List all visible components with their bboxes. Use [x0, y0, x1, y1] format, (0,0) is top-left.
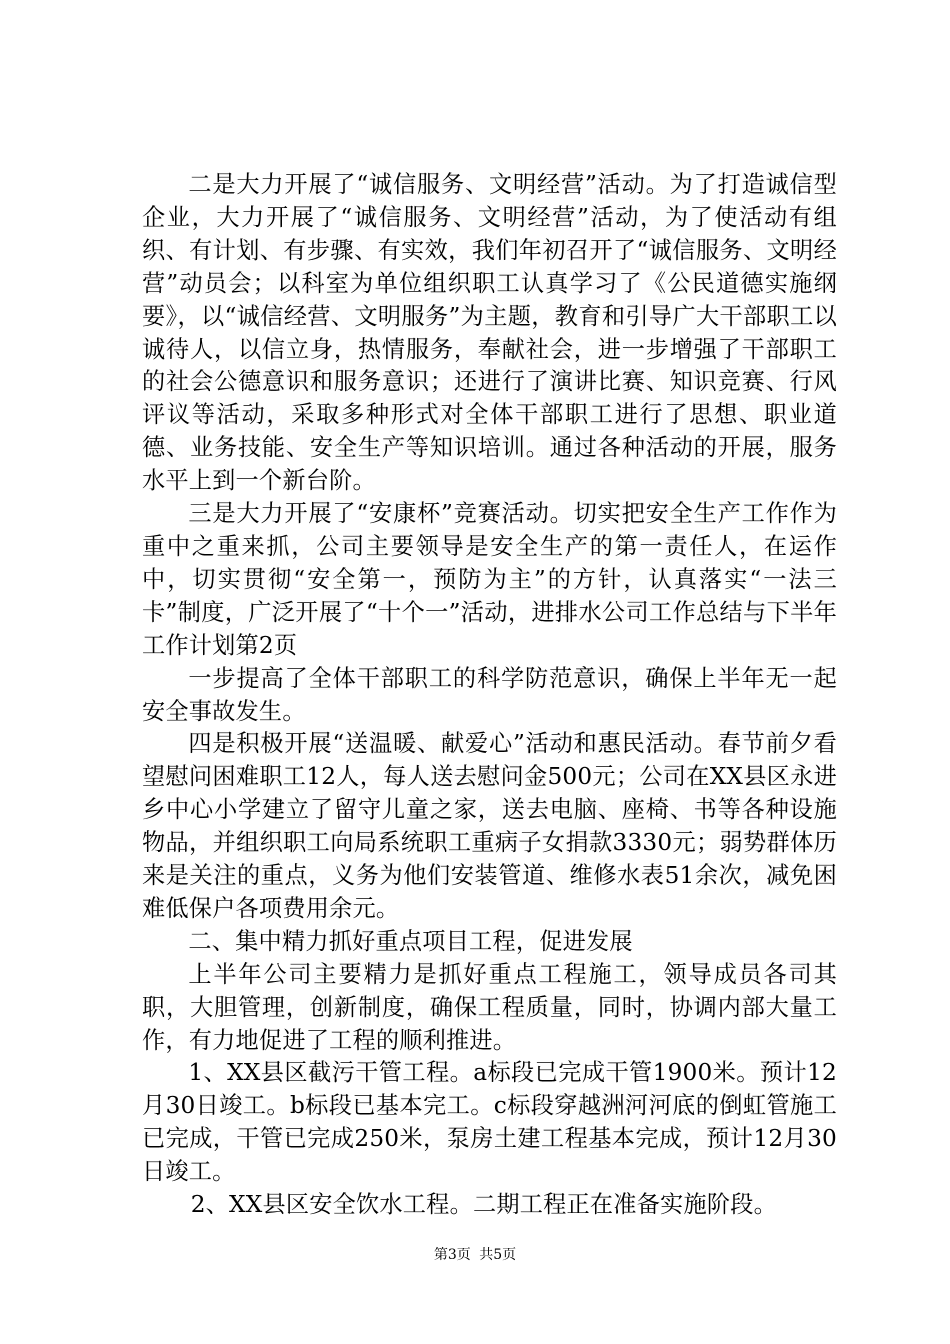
page-number: 第3页: [433, 1247, 471, 1263]
page-total: 共5页: [479, 1247, 517, 1263]
document-body: [142, 169, 837, 1222]
paragraph-key-projects-summary: 上半年公司主要精力是抓好重点工程施工，领导成员各司其职，大胆管理，创新制度，确保工程质量，同时，协调内部大量工作，有力地促进了工程的顺利推进。: [142, 960, 837, 1054]
paragraph-drinking-water-project: 2、XX县区安全饮水工程。二期工程正在准备实施阶段。: [190, 1191, 777, 1219]
paragraph-sewage-pipe-project: 1、XX县区截污干管工程。a标段已完成干管1900米。预计12月30日竣工。b标段已基本完工。c标段穿越洲河河底的倒虹管施工已完成，干管已完成250米，泵房土建工程基本完成，预计12月30日竣工。: [142, 1059, 837, 1186]
page-footer: [0, 1244, 950, 1264]
paragraph-warmth-campaign: 四是积极开展“送温暖、献爱心”活动和惠民活动。春节前夕看望慰问困难职工12人，每人送去慰问金500元；公司在XX县区永进乡中心小学建立了留守儿童之家，送去电脑、座椅、书等各种设施物品，并组织职工向局系统职工重病子女捐款3330元；弱势群体历来是关注的重点，义务为他们安装管道、维修水表51余次，减免困难低保户各项费用余元。: [142, 730, 837, 922]
paragraph-integrity-campaign: 二是大力开展了“诚信服务、文明经营”活动。为了打造诚信型企业，大力开展了“诚信服务、文明经营”活动，为了使活动有组织、有计划、有步骤、有实效，我们年初召开了“诚信服务、文明经营”动员会；以科室为单位组织职工认真学习了《公民道德实施纲要》，以“诚信经营、文明服务”为主题，教育和引导广大干部职工以诚待人，以信立身，热情服务，奉献社会，进一步增强了干部职工的社会公德意识和服务意识；还进行了演讲比赛、知识竞赛、行风评议等活动，采取多种形式对全体干部职工进行了思想、职业道德、业务技能、安全生产等知识培训。通过各种活动的开展，服务水平上到一个新台阶。: [142, 171, 837, 495]
paragraph-safety-awareness: 一步提高了全体干部职工的科学防范意识，确保上半年无一起安全事故发生。: [142, 664, 837, 725]
paragraph-ankang-cup: 三是大力开展了“安康杯”竞赛活动。切实把安全生产工作作为重中之重来抓，公司主要领导是安全生产的第一责任人，在运作中，切实贯彻“安全第一，预防为主”的方针，认真落实“一法三卡”制度，广泛开展了“十个一”活动，进排水公司工作总结与下半年工作计划第2页: [142, 500, 837, 659]
section-heading-key-projects: 二、集中精力抓好重点项目工程，促进发展: [188, 927, 633, 955]
